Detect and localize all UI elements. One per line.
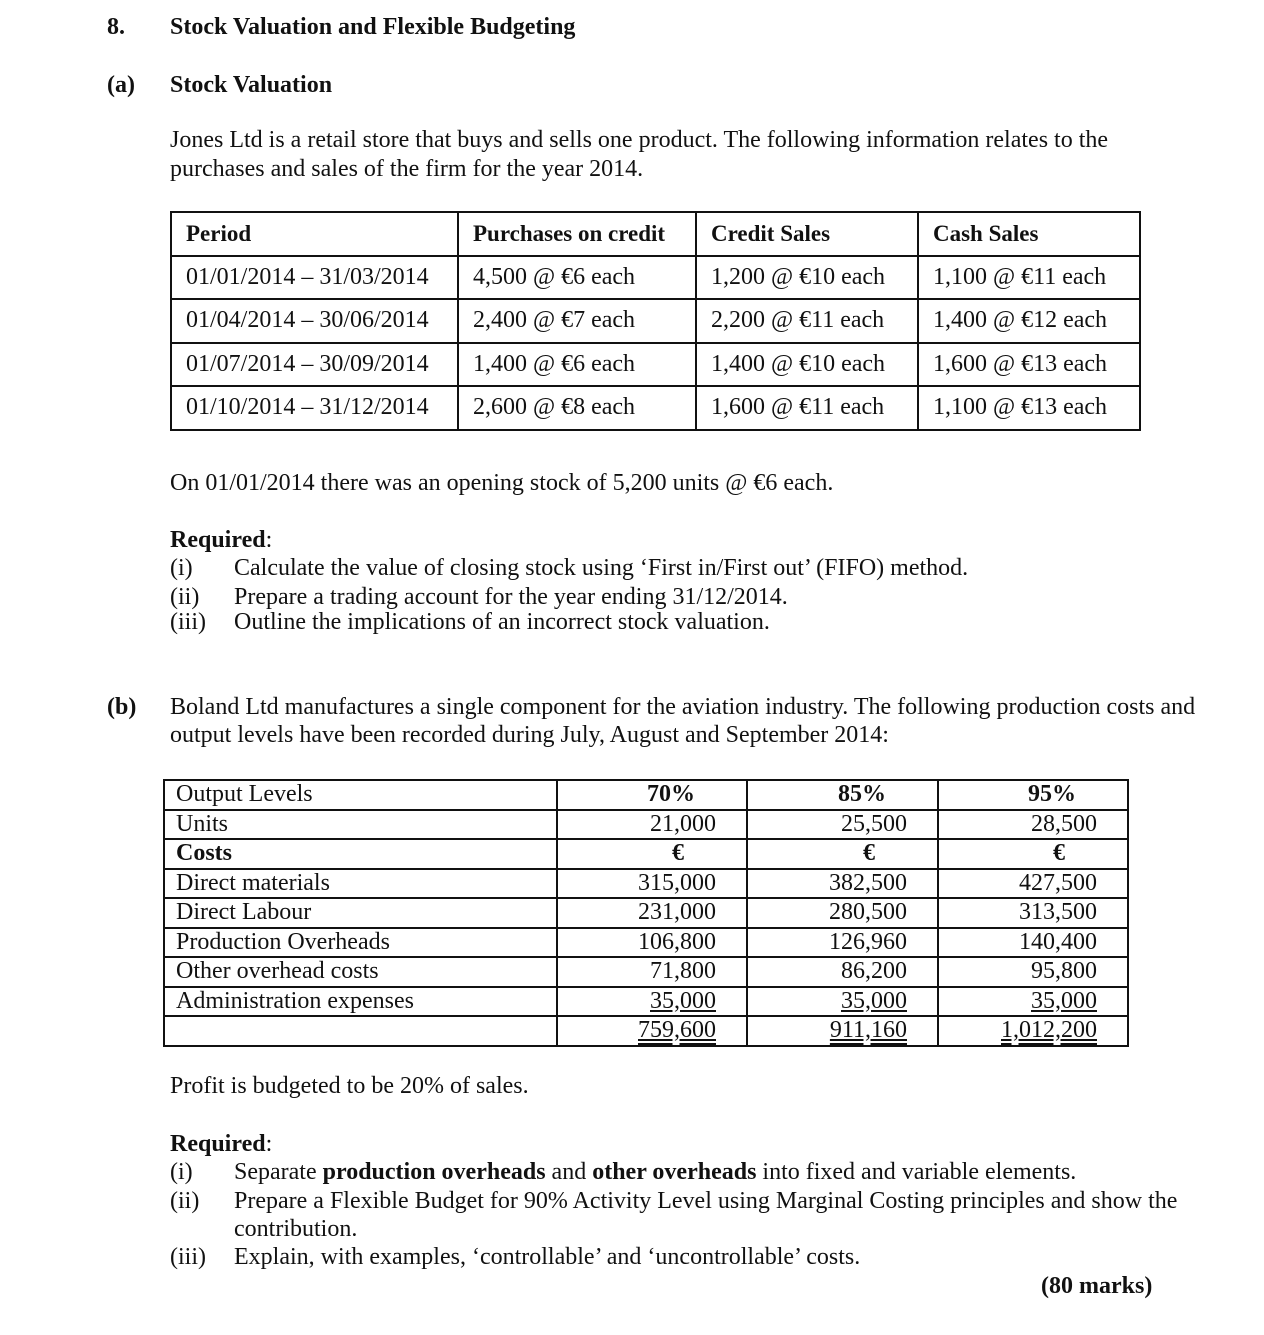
table-row: [164, 780, 1128, 810]
question-title: Stock Valuation and Flexible Budgeting: [170, 14, 576, 40]
req-text-part: into fixed and variable elements.: [756, 1159, 1077, 1185]
req-text-part: Separate: [234, 1159, 323, 1185]
part-b-req-text: [234, 1159, 1076, 1186]
cost-cell: 315,000: [557, 869, 747, 899]
part-b-req-num: (iii): [170, 1244, 206, 1270]
part-b-intro-line2: output levels have been recorded during July, August and September 2014:: [170, 722, 889, 748]
cash-sales-cell: 1,100 @ €11 each: [918, 256, 1140, 300]
purchases-cell: 2,400 @ €7 each: [458, 299, 696, 343]
units-cell: 25,500: [747, 810, 938, 840]
purchases-sales-table: [170, 211, 1141, 431]
cost-cell: 35,000: [841, 987, 907, 1014]
part-b-req-text-cont: contribution.: [234, 1216, 358, 1242]
cost-label: Direct Labour: [164, 898, 557, 928]
table-row: [164, 869, 1128, 899]
req-text-bold: other overheads: [592, 1159, 757, 1185]
table-row: [164, 898, 1128, 928]
required-colon: :: [265, 527, 273, 553]
header-credit-sales: Credit Sales: [696, 212, 918, 256]
total-cell: 911,160: [829, 1017, 907, 1044]
table-row: [164, 1016, 1128, 1046]
table-header-row: [171, 212, 1140, 256]
period-cell: 01/07/2014 – 30/09/2014: [171, 343, 458, 387]
part-b-intro-line1: Boland Ltd manufactures a single component for the aviation industry. The following production costs and: [170, 694, 1196, 720]
part-a-intro-line2: purchases and sales of the firm for the year 2014.: [170, 156, 644, 182]
cost-cell: 126,960: [747, 928, 938, 958]
period-cell: 01/01/2014 – 31/03/2014: [171, 256, 458, 300]
level-cell: 85%: [747, 780, 938, 810]
currency-cell: €: [938, 839, 1128, 869]
currency-cell: €: [557, 839, 747, 869]
credit-sales-cell: 1,600 @ €11 each: [696, 386, 918, 430]
opening-stock-note: On 01/01/2014 there was an opening stock of 5,200 units @ €6 each.: [170, 470, 834, 496]
part-a-req-text: Calculate the value of closing stock using ‘First in/First out’ (FIFO) method.: [234, 555, 969, 581]
part-b-required: [170, 1131, 272, 1158]
cash-sales-cell: 1,100 @ €13 each: [918, 386, 1140, 430]
question-number: 8.: [107, 14, 125, 40]
total-label-blank: [164, 1016, 557, 1046]
part-a-title: Stock Valuation: [170, 72, 333, 98]
output-levels-label: Output Levels: [164, 780, 557, 810]
cost-cell: 35,000: [650, 987, 716, 1014]
units-label: Units: [164, 810, 557, 840]
marks-label: (80 marks): [1041, 1273, 1153, 1299]
table-row: [164, 957, 1128, 987]
cost-cell: 231,000: [557, 898, 747, 928]
level-cell: 95%: [938, 780, 1128, 810]
currency-cell: €: [747, 839, 938, 869]
table-row: [164, 987, 1128, 1017]
table-row: [171, 256, 1140, 300]
cost-cell: 280,500: [747, 898, 938, 928]
cost-cell: 95,800: [938, 957, 1128, 987]
cash-sales-cell: 1,400 @ €12 each: [918, 299, 1140, 343]
purchases-cell: 4,500 @ €6 each: [458, 256, 696, 300]
part-b-req-num: (ii): [170, 1188, 200, 1214]
part-b-req-text: Prepare a Flexible Budget for 90% Activity Level using Marginal Costing principles and show the: [234, 1188, 1178, 1214]
table-row: [164, 810, 1128, 840]
units-cell: 28,500: [938, 810, 1128, 840]
cost-cell: 106,800: [557, 928, 747, 958]
credit-sales-cell: 2,200 @ €11 each: [696, 299, 918, 343]
table-row: [164, 839, 1128, 869]
cost-cell: 35,000: [1031, 987, 1097, 1014]
part-a-intro-line1: Jones Ltd is a retail store that buys and sells one product. The following information relates to the: [170, 127, 1109, 153]
part-a-req-text: Prepare a trading account for the year ending 31/12/2014.: [234, 584, 788, 610]
cost-table: [163, 779, 1129, 1047]
costs-label: Costs: [164, 839, 557, 869]
level-cell: 70%: [557, 780, 747, 810]
credit-sales-cell: 1,400 @ €10 each: [696, 343, 918, 387]
part-a-req-num: (ii): [170, 584, 200, 610]
part-a-req-text: Outline the implications of an incorrect stock valuation.: [234, 609, 770, 635]
units-cell: 21,000: [557, 810, 747, 840]
period-cell: 01/10/2014 – 31/12/2014: [171, 386, 458, 430]
cost-label: Administration expenses: [164, 987, 557, 1017]
part-b-req-num: (i): [170, 1159, 193, 1185]
profit-note: Profit is budgeted to be 20% of sales.: [170, 1073, 529, 1099]
table-row: [171, 386, 1140, 430]
table-row: [171, 299, 1140, 343]
cost-label: Direct materials: [164, 869, 557, 899]
cost-cell: 140,400: [938, 928, 1128, 958]
purchases-cell: 2,600 @ €8 each: [458, 386, 696, 430]
table-row: [171, 343, 1140, 387]
header-period: Period: [171, 212, 458, 256]
cost-cell: 86,200: [747, 957, 938, 987]
total-cell: 1,012,200: [1001, 1017, 1097, 1044]
cost-cell: 313,500: [938, 898, 1128, 928]
cost-cell: 427,500: [938, 869, 1128, 899]
header-purchases: Purchases on credit: [458, 212, 696, 256]
req-text-part: and: [545, 1159, 593, 1185]
part-a-req-num: (iii): [170, 609, 206, 635]
part-b-label: (b): [107, 694, 137, 720]
req-text-bold: production overheads: [322, 1159, 546, 1185]
cost-label: Production Overheads: [164, 928, 557, 958]
period-cell: 01/04/2014 – 30/06/2014: [171, 299, 458, 343]
part-a-label: (a): [107, 72, 135, 98]
cost-label: Other overhead costs: [164, 957, 557, 987]
purchases-cell: 1,400 @ €6 each: [458, 343, 696, 387]
part-b-req-text: Explain, with examples, ‘controllable’ and ‘uncontrollable’ costs.: [234, 1244, 861, 1270]
cash-sales-cell: 1,600 @ €13 each: [918, 343, 1140, 387]
credit-sales-cell: 1,200 @ €10 each: [696, 256, 918, 300]
required-label: Required: [170, 1131, 266, 1157]
required-label: Required: [170, 527, 266, 553]
required-colon: :: [265, 1131, 273, 1157]
header-cash-sales: Cash Sales: [918, 212, 1140, 256]
cost-cell: 382,500: [747, 869, 938, 899]
part-a-req-num: (i): [170, 555, 193, 581]
table-row: [164, 928, 1128, 958]
total-cell: 759,600: [638, 1017, 716, 1044]
part-a-required: [170, 527, 272, 554]
cost-cell: 71,800: [557, 957, 747, 987]
